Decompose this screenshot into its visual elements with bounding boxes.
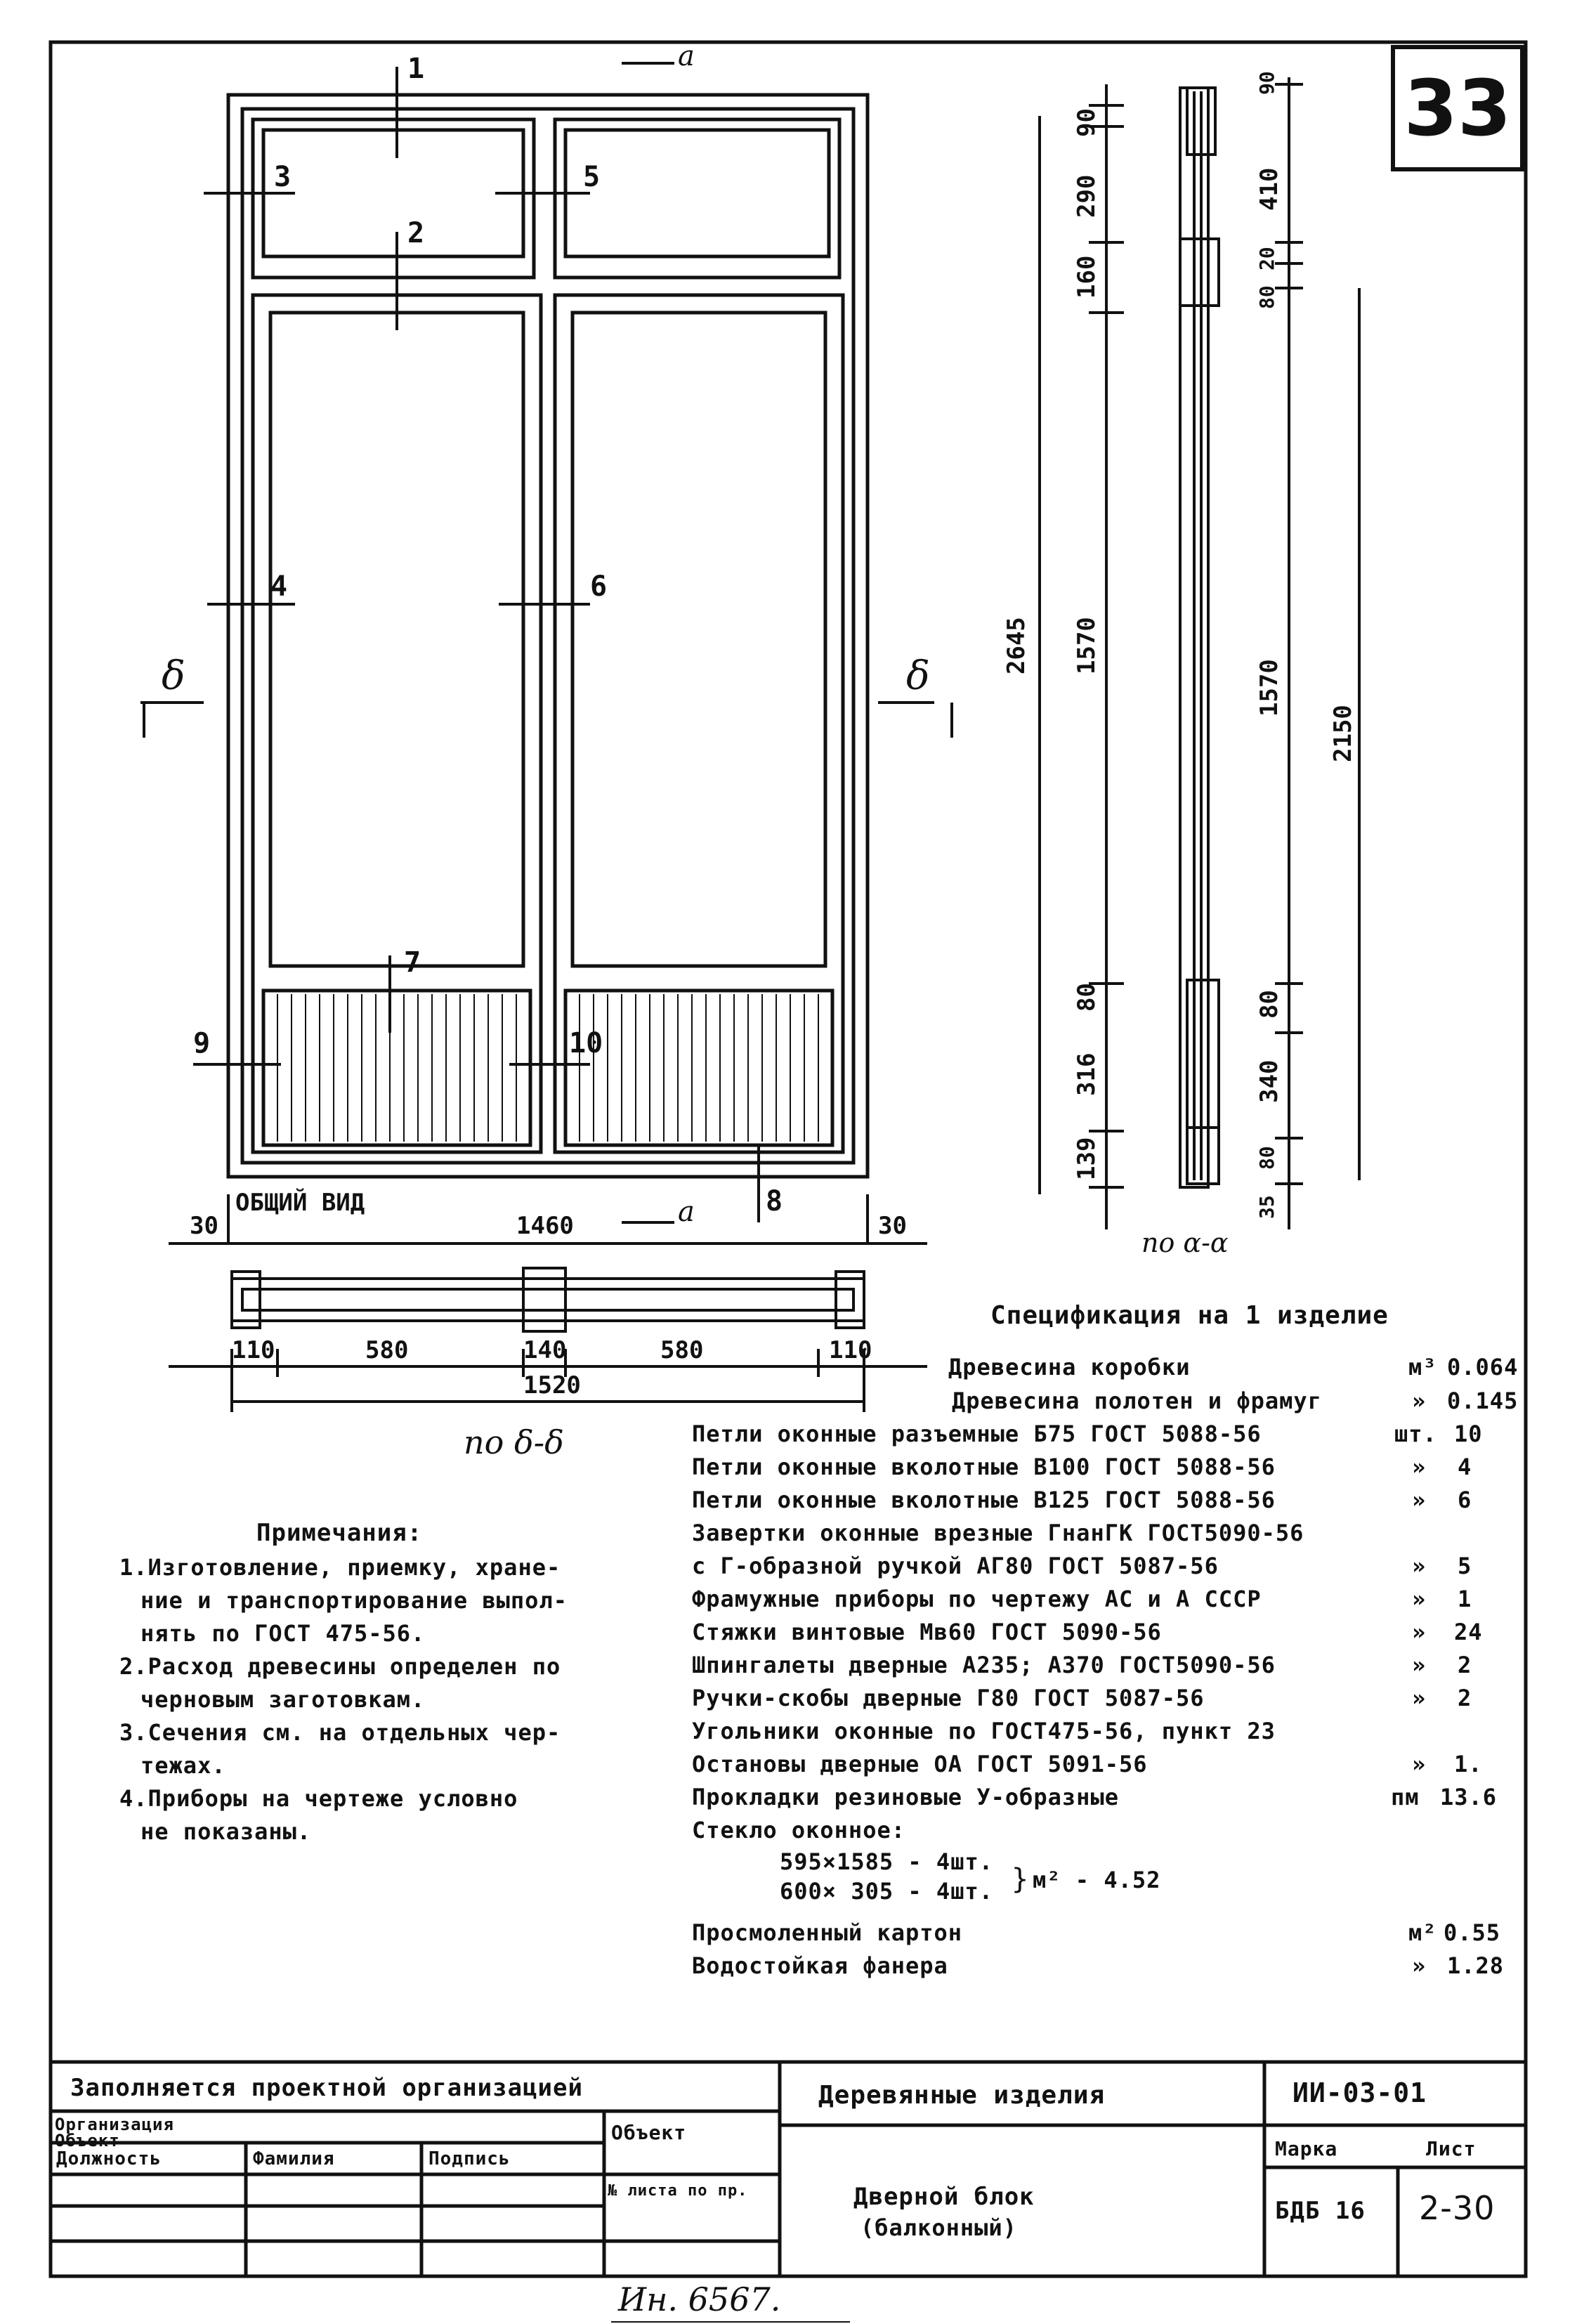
spec-row-qty: 1 bbox=[1458, 1586, 1472, 1612]
spec-row-name: Фрамужные приборы по чертежу АС и А СССР bbox=[692, 1586, 1262, 1612]
note-line: не показаны. bbox=[140, 1818, 312, 1845]
dim-left-80: 80 bbox=[1073, 983, 1101, 1012]
spec-title: Спецификация на 1 изделие bbox=[990, 1301, 1389, 1330]
note-line: черновым заготовкам. bbox=[140, 1686, 426, 1713]
spec-row-qty: 2 bbox=[1458, 1652, 1472, 1678]
note-line: тежах. bbox=[140, 1752, 226, 1779]
tb-category: Деревянные изделия bbox=[818, 2081, 1106, 2110]
spec-row-unit: » bbox=[1412, 1553, 1427, 1579]
section-bb-label: по δ-δ bbox=[464, 1423, 564, 1461]
tb-object-sm: Объект bbox=[55, 2131, 120, 2150]
spec-row-unit: шт. bbox=[1394, 1421, 1437, 1447]
spec-glass-2: 600× 305 - 4шт. bbox=[780, 1878, 993, 1905]
dim-right-1570: 1570 bbox=[1255, 659, 1283, 717]
note-line: 2.Расход древесины определен по bbox=[119, 1653, 561, 1680]
tb-sheet: 2-30 bbox=[1419, 2189, 1496, 2227]
spec-row-unit: » bbox=[1412, 1454, 1427, 1480]
dim-total-1520: 1520 bbox=[523, 1371, 581, 1399]
spec-row-name: с Г-образной ручкой АГ80 ГОСТ 5087-56 bbox=[692, 1553, 1219, 1579]
spec-glass-1: 595×1585 - 4шт. bbox=[780, 1848, 993, 1875]
spec-row-unit: м³ bbox=[1408, 1354, 1437, 1380]
spec-row-unit: » bbox=[1412, 1619, 1427, 1645]
note-line: нять по ГОСТ 475-56. bbox=[140, 1620, 426, 1647]
spec-row-name: Просмоленный картон bbox=[692, 1919, 963, 1946]
spec-row-qty: 0.55 bbox=[1444, 1919, 1501, 1946]
spec-row-name: Прокладки резиновые У-образные bbox=[692, 1784, 1119, 1810]
dim-overall-width: 1460 bbox=[516, 1212, 574, 1240]
spec-row-qty: 24 bbox=[1454, 1619, 1483, 1645]
tb-object-hdr: Объект bbox=[611, 2121, 687, 2144]
dim-seg-580-left: 580 bbox=[365, 1336, 409, 1364]
tb-code: ИИ-03-01 bbox=[1293, 2077, 1427, 2108]
dim-right-80-c: 80 bbox=[1255, 1146, 1278, 1170]
dim-seg-140: 140 bbox=[523, 1336, 567, 1364]
note-line: ние и транспортирование выпол- bbox=[140, 1587, 568, 1614]
spec-row-qty: 10 bbox=[1454, 1421, 1483, 1447]
spec-row-qty: 1.28 bbox=[1447, 1952, 1505, 1979]
dim-left-290: 290 bbox=[1073, 174, 1101, 218]
callout-4: 4 bbox=[270, 570, 288, 603]
tb-org: Организация bbox=[55, 2115, 174, 2134]
spec-row-qty: 1. bbox=[1454, 1751, 1483, 1777]
spec-glass-total: м² - 4.52 bbox=[1033, 1867, 1161, 1893]
dim-right-410: 410 bbox=[1255, 167, 1283, 211]
section-b-left: δ bbox=[162, 653, 185, 699]
spec-row-name: Шпингалеты дверные А235; А370 ГОСТ5090-56 bbox=[692, 1652, 1276, 1678]
spec-row-unit: » bbox=[1412, 1952, 1427, 1979]
dim-left-139: 139 bbox=[1073, 1137, 1101, 1180]
tb-sheet-hdr: Лист bbox=[1426, 2137, 1477, 2160]
dim-right-90: 90 bbox=[1255, 71, 1278, 95]
notes-title: Примечания: bbox=[256, 1519, 423, 1547]
sheet-number-badge: 33 bbox=[1391, 45, 1524, 171]
spec-row-qty: 5 bbox=[1458, 1553, 1472, 1579]
dim-right-80-b: 80 bbox=[1255, 990, 1283, 1019]
dim-seg-110-left: 110 bbox=[232, 1336, 275, 1364]
spec-row-name: Водостойкая фанера bbox=[692, 1952, 948, 1979]
dim-left-316: 316 bbox=[1073, 1052, 1101, 1096]
spec-row-unit: » bbox=[1412, 1685, 1427, 1711]
spec-row-qty: 13.6 bbox=[1440, 1784, 1498, 1810]
tb-mark: БДБ 16 bbox=[1275, 2197, 1366, 2225]
spec-row-unit: м² bbox=[1408, 1919, 1437, 1946]
spec-row-name: Стяжки винтовые Мв60 ГОСТ 5090-56 bbox=[692, 1619, 1162, 1645]
spec-row-unit: » bbox=[1412, 1652, 1427, 1678]
spec-row-name: Петли оконные вколотные В100 ГОСТ 5088-56 bbox=[692, 1454, 1276, 1480]
spec-row-name: Стекло оконное: bbox=[692, 1817, 905, 1843]
spec-row-qty: 6 bbox=[1458, 1487, 1472, 1513]
section-a-mark-top: a bbox=[678, 40, 695, 72]
spec-row-name: Ручки-скобы дверные Г80 ГОСТ 5087-56 bbox=[692, 1685, 1205, 1711]
spec-row-name: Древесина коробки bbox=[948, 1354, 1191, 1380]
section-a-mark-bottom: a bbox=[678, 1196, 695, 1228]
callout-3: 3 bbox=[274, 161, 292, 193]
spec-row-unit: » bbox=[1412, 1751, 1427, 1777]
spec-row-name: Древесина полотен и фрамуг bbox=[952, 1388, 1322, 1414]
spec-row-name: Остановы дверные ОА ГОСТ 5091-56 bbox=[692, 1751, 1148, 1777]
spec-row-unit: » bbox=[1412, 1487, 1427, 1513]
spec-row-name: Угольники оконные по ГОСТ475-56, пункт 23 bbox=[692, 1718, 1276, 1744]
spec-row-unit: » bbox=[1412, 1388, 1427, 1414]
callout-2: 2 bbox=[407, 217, 425, 249]
section-b-right: δ bbox=[906, 653, 930, 699]
dim-seg-110-right: 110 bbox=[829, 1336, 872, 1364]
tb-mark-hdr: Марка bbox=[1275, 2137, 1338, 2160]
spec-brace: } bbox=[1012, 1863, 1030, 1895]
spec-row-name: Завертки оконные врезные ГнанГК ГОСТ5090-56 bbox=[692, 1520, 1304, 1546]
dim-left-margin: 30 bbox=[190, 1212, 218, 1240]
tb-filled-by: Заполняется проектной организацией bbox=[70, 2074, 583, 2102]
dim-right-80-a: 80 bbox=[1255, 285, 1278, 309]
dim-seg-580-right: 580 bbox=[660, 1336, 704, 1364]
dim-right-340: 340 bbox=[1255, 1059, 1283, 1103]
dim-right-20: 20 bbox=[1255, 247, 1278, 270]
callout-6: 6 bbox=[590, 570, 608, 603]
spec-row-qty: 4 bbox=[1458, 1454, 1472, 1480]
general-view-label: ОБЩИЙ ВИД bbox=[235, 1189, 365, 1217]
section-aa-label: по α-α bbox=[1141, 1227, 1229, 1258]
tb-product-sub: (балконный) bbox=[861, 2214, 1017, 2241]
callout-7: 7 bbox=[404, 946, 421, 979]
spec-row-qty: 2 bbox=[1458, 1685, 1472, 1711]
tb-surname: Фамилия bbox=[253, 2148, 335, 2169]
spec-row-name: Петли оконные разъемные Б75 ГОСТ 5088-56 bbox=[692, 1421, 1262, 1447]
callout-5: 5 bbox=[583, 161, 601, 193]
dim-right-margin: 30 bbox=[878, 1212, 907, 1240]
note-line: 1.Изготовление, приемку, хране- bbox=[119, 1554, 561, 1581]
callout-8: 8 bbox=[766, 1185, 783, 1218]
spec-row-qty: 0.064 bbox=[1447, 1354, 1519, 1380]
inventory-number: Ин. 6567. bbox=[618, 2280, 781, 2318]
spec-row-name: Петли оконные вколотные В125 ГОСТ 5088-56 bbox=[692, 1487, 1276, 1513]
dim-right-35: 35 bbox=[1255, 1195, 1278, 1219]
callout-10: 10 bbox=[569, 1027, 603, 1059]
spec-row-qty: 0.145 bbox=[1447, 1388, 1519, 1414]
callout-1: 1 bbox=[407, 53, 425, 85]
spec-row-unit: » bbox=[1412, 1586, 1427, 1612]
spec-row-unit: пм bbox=[1391, 1784, 1420, 1810]
dim-left-90: 90 bbox=[1073, 108, 1101, 137]
tb-signature: Подпись bbox=[428, 2148, 511, 2169]
tb-position: Должность bbox=[56, 2148, 162, 2169]
dim-door-2150: 2150 bbox=[1329, 705, 1357, 762]
callout-9: 9 bbox=[193, 1027, 211, 1059]
dim-left-160: 160 bbox=[1073, 255, 1101, 299]
tb-sheet-no: № листа по пр. bbox=[608, 2182, 748, 2200]
note-line: 4.Приборы на чертеже условно bbox=[119, 1785, 518, 1812]
dim-left-1570: 1570 bbox=[1073, 617, 1101, 674]
note-line: 3.Сечения см. на отдельных чер- bbox=[119, 1719, 561, 1746]
tb-product: Дверной блок bbox=[853, 2183, 1035, 2211]
dim-total-2645: 2645 bbox=[1002, 617, 1030, 674]
